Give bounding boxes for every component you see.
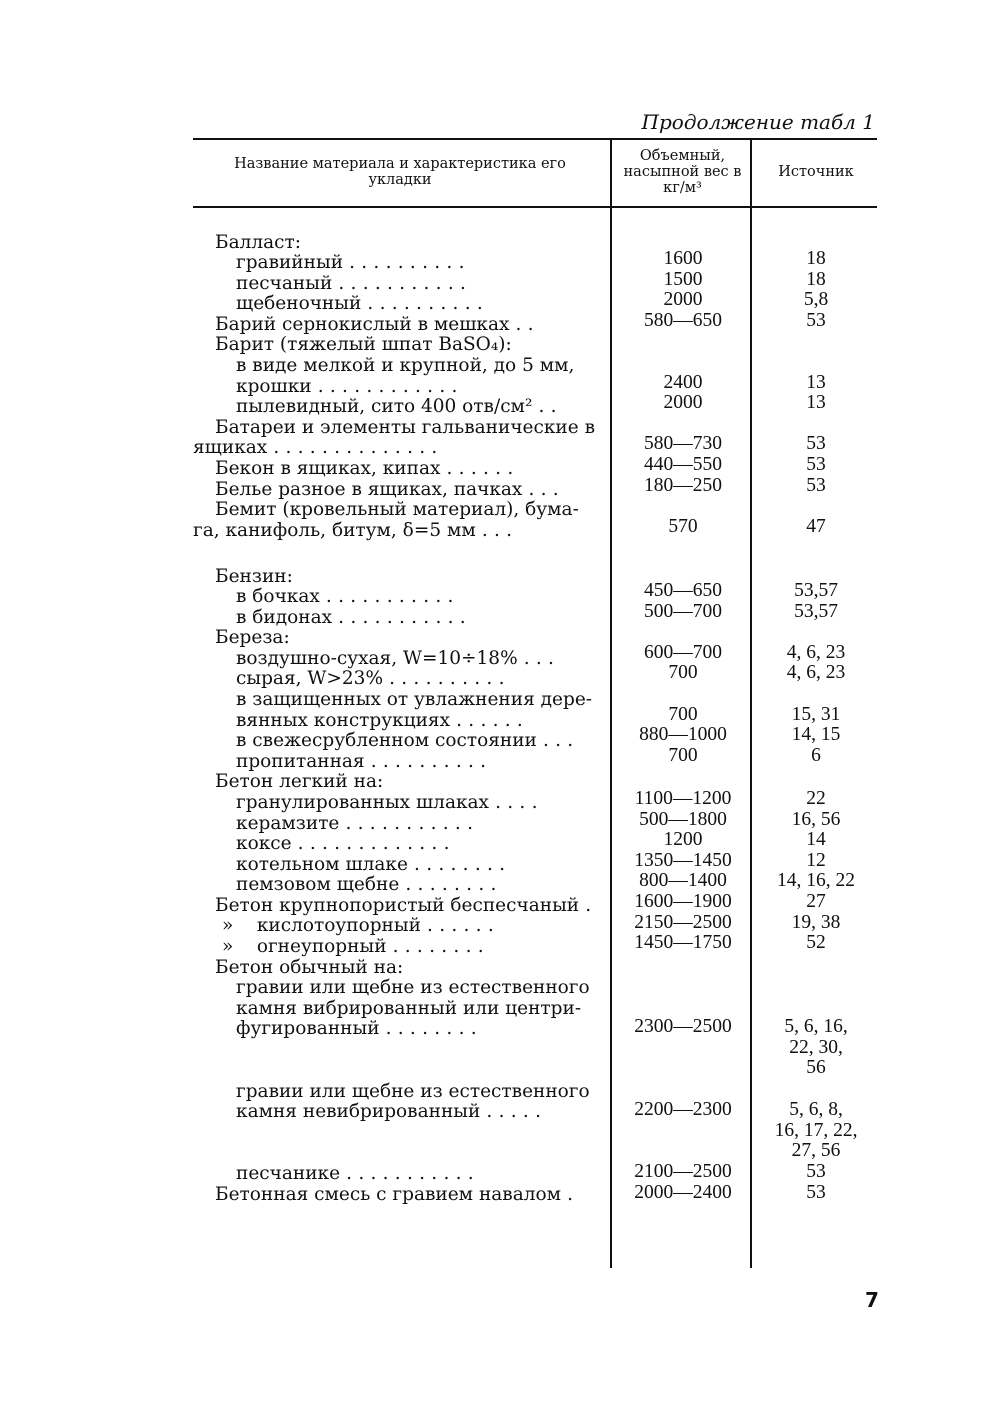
source-ref: 53: [806, 1161, 826, 1182]
material-name: Белье разное в ящиках, пачках . . .: [215, 479, 559, 500]
material-name: Бетонная смесь с гравием навалом .: [215, 1184, 574, 1205]
bulk-weight-value: 2000—2400: [634, 1182, 732, 1203]
source-ref: 52: [806, 932, 826, 953]
source-ref: 53,57: [794, 601, 838, 622]
table-caption: Продолжение табл 1: [641, 110, 875, 134]
material-name: Бензин:: [215, 566, 293, 587]
bulk-weight-value: 570: [668, 516, 698, 537]
material-name: гравийный . . . . . . . . . .: [236, 252, 465, 273]
bulk-weight-value: 440—550: [644, 454, 722, 475]
source-ref: 53,57: [794, 580, 838, 601]
header-bulk-weight: Объемный, насыпной вес в кг/м³: [623, 148, 742, 196]
bulk-weight-value: 2400: [663, 372, 703, 393]
source-ref: 19, 38: [791, 912, 841, 933]
bulk-weight-value: 450—650: [644, 580, 722, 601]
material-name: пылевидный, сито 400 отв/см² . .: [236, 396, 557, 417]
bulk-weight-value: 880—1000: [639, 724, 727, 745]
material-name: в свежесрубленном состоянии . . .: [236, 730, 574, 751]
material-name: крошки . . . . . . . . . . . .: [236, 376, 458, 397]
source-ref: 53: [806, 310, 826, 331]
bulk-weight-value: 1350—1450: [634, 850, 732, 871]
material-name: Бетон легкий на:: [215, 771, 384, 792]
source-ref: 56: [806, 1057, 826, 1078]
header-source: Источник: [778, 164, 854, 180]
source-ref: 53: [806, 454, 826, 475]
bulk-weight-value: 2150—2500: [634, 912, 732, 933]
material-name: Барий сернокислый в мешках . .: [215, 314, 534, 335]
material-name: Балласт:: [215, 232, 301, 253]
bulk-weight-value: 700: [668, 662, 698, 683]
source-ref: 47: [806, 516, 826, 537]
material-name: Береза:: [215, 627, 290, 648]
source-ref: 22, 30,: [789, 1037, 843, 1058]
column-divider-1: [610, 140, 612, 1268]
material-name: га, канифоль, битум, δ=5 мм . . .: [193, 520, 513, 541]
bulk-weight-value: 700: [668, 704, 698, 725]
material-name: в бочках . . . . . . . . . . .: [236, 586, 454, 607]
bulk-weight-value: 1500: [663, 269, 703, 290]
header-material-name: Название материала и характеристика его укладки: [234, 156, 566, 188]
material-name: пропитанная . . . . . . . . . .: [236, 751, 487, 772]
source-ref: 12: [806, 850, 826, 871]
material-name: Бекон в ящиках, кипах . . . . . .: [215, 458, 514, 479]
source-ref: 27: [806, 891, 826, 912]
table-header-rule: [193, 206, 877, 208]
source-ref: 53: [806, 1182, 826, 1203]
material-name: камня невибрированный . . . . .: [236, 1101, 542, 1122]
source-ref: 16, 56: [791, 809, 841, 830]
material-name: щебеночный . . . . . . . . . .: [236, 293, 483, 314]
source-ref: 4, 6, 23: [786, 662, 846, 683]
bulk-weight-value: 580—650: [644, 310, 722, 331]
material-name: гравии или щебне из естественного: [236, 1081, 590, 1102]
source-ref: 53: [806, 475, 826, 496]
source-ref: 14, 16, 22: [777, 870, 855, 891]
material-name: воздушно-сухая, W=10÷18% . . .: [236, 648, 555, 669]
source-ref: 16, 17, 22,: [774, 1120, 858, 1141]
material-name: котельном шлаке . . . . . . . .: [236, 854, 506, 875]
material-name: » огнеупорный . . . . . . . .: [222, 936, 484, 957]
material-name: гранулированных шлаках . . . .: [236, 792, 538, 813]
bulk-weight-value: 580—730: [644, 433, 722, 454]
bulk-weight-value: 1100—1200: [634, 788, 732, 809]
bulk-weight-value: 600—700: [644, 642, 722, 663]
bulk-weight-value: 500—1800: [639, 809, 727, 830]
source-ref: 15, 31: [791, 704, 841, 725]
source-ref: 4, 6, 23: [786, 642, 846, 663]
material-name: фугированный . . . . . . . .: [236, 1018, 477, 1039]
material-name: Бетон обычный на:: [215, 957, 404, 978]
source-ref: 5, 6, 8,: [789, 1099, 843, 1120]
source-ref: 5, 6, 16,: [784, 1016, 848, 1037]
material-name: гравии или щебне из естественного: [236, 977, 590, 998]
material-name: камня вибрированный или центри-: [236, 998, 582, 1019]
material-name: пемзовом щебне . . . . . . . .: [236, 874, 497, 895]
source-ref: 14: [806, 829, 826, 850]
material-name: в бидонах . . . . . . . . . . .: [236, 607, 466, 628]
material-name: песчанике . . . . . . . . . . .: [236, 1163, 474, 1184]
material-name: сырая, W>23% . . . . . . . . . .: [236, 668, 505, 689]
bulk-weight-value: 800—1400: [639, 870, 727, 891]
source-ref: 27, 56: [791, 1140, 841, 1161]
bulk-weight-value: 2000: [663, 392, 703, 413]
material-name: ящиках . . . . . . . . . . . . . .: [193, 437, 438, 458]
source-ref: 18: [806, 248, 826, 269]
bulk-weight-value: 1600: [663, 248, 703, 269]
material-name: коксе . . . . . . . . . . . . .: [236, 833, 450, 854]
bulk-weight-value: 1450—1750: [634, 932, 732, 953]
material-name: в защищенных от увлажнения дере-: [236, 689, 593, 710]
bulk-weight-value: 1600—1900: [634, 891, 732, 912]
bulk-weight-value: 2200—2300: [634, 1099, 732, 1120]
bulk-weight-value: 700: [668, 745, 698, 766]
source-ref: 14, 15: [791, 724, 841, 745]
source-ref: 13: [806, 392, 826, 413]
material-name: Бетон крупнопористый беспесчаный .: [215, 895, 592, 916]
table-top-rule: [193, 138, 877, 140]
material-name: Барит (тяжелый шпат BaSO₄):: [215, 334, 512, 355]
material-name: вянных конструкциях . . . . . .: [236, 710, 524, 731]
material-name: » кислотоупорный . . . . . .: [222, 915, 494, 936]
material-name: керамзите . . . . . . . . . . .: [236, 813, 474, 834]
bulk-weight-value: 500—700: [644, 601, 722, 622]
material-name: песчаный . . . . . . . . . . .: [236, 273, 467, 294]
source-ref: 13: [806, 372, 826, 393]
material-name: Батареи и элементы гальванические в: [215, 417, 595, 438]
bulk-weight-value: 2000: [663, 289, 703, 310]
bulk-weight-value: 180—250: [644, 475, 722, 496]
source-ref: 53: [806, 433, 826, 454]
material-name: в виде мелкой и крупной, до 5 мм,: [236, 355, 575, 376]
page-number: 7: [865, 1288, 879, 1312]
material-name: Бемит (кровельный материал), бума-: [215, 499, 579, 520]
bulk-weight-value: 1200: [663, 829, 703, 850]
bulk-weight-value: 2100—2500: [634, 1161, 732, 1182]
source-ref: 6: [811, 745, 821, 766]
source-ref: 5,8: [803, 289, 829, 310]
source-ref: 18: [806, 269, 826, 290]
bulk-weight-value: 2300—2500: [634, 1016, 732, 1037]
source-ref: 22: [806, 788, 826, 809]
